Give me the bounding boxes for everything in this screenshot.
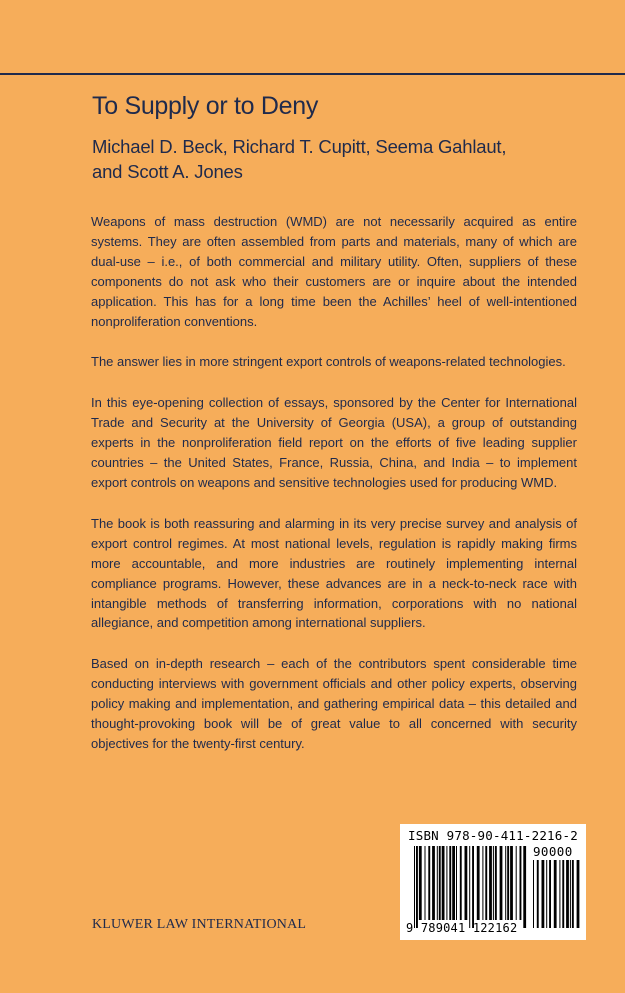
description-paragraph: The answer lies in more stringent export controls of weapons-related technologies. bbox=[91, 354, 566, 370]
isbn-label: ISBN 978-90-411-2216-2 bbox=[408, 828, 578, 843]
description-paragraph: The book is both reassuring and alarming in its very precise survey and analysis of export control regimes. At most national levels, regulation is rapidly making firms more accountable, and more industries are routinely implementing internal compliance programs. However, these advances are in a neck-to-neck race with intangible methods of transferring information, corporations with no national allegiance, and competition among international suppliers. bbox=[91, 515, 577, 631]
authors-line-2: and Scott A. Jones bbox=[92, 161, 243, 182]
description-paragraph: Weapons of mass destruction (WMD) are not necessarily acquired as entire systems. They are often assembled from parts and materials, many of which are dual-use – i.e., of both commercial and military utility. Often, suppliers of these components do not ask who their customers are or inquire about the intended application. This has for a long time been the Achilles’ heel of well-intentioned nonproliferation conventions. bbox=[91, 214, 577, 329]
barcode-addon-price: 90000 bbox=[533, 844, 573, 859]
author-list bbox=[92, 134, 562, 184]
isbn-barcode bbox=[400, 824, 586, 940]
description-paragraph: Based on in-depth research – each of the contributors spent considerable time conducting interviews with government officials and other policy experts, observing policy making and implementation, and gathering empirical data – this detailed and thought-provoking book will be of great value to all concerned with security objectives for the twenty-first century. bbox=[91, 656, 577, 751]
book-description bbox=[91, 212, 577, 775]
barcode-digits: 9 789041 122162 bbox=[406, 921, 518, 935]
authors-line-1: Michael D. Beck, Richard T. Cupitt, Seema Gahlaut, bbox=[92, 136, 507, 157]
description-paragraph: In this eye-opening collection of essays, sponsored by the Center for International Trade and Security at the University of Georgia (USA), a group of outstanding experts in the nonproliferation field report on the efforts of five leading supplier countries – the United States, France, Russia, China, and India – to implement export controls on weapons and sensitive technologies used for producing WMD. bbox=[91, 395, 577, 490]
publisher-name: KLUWER LAW INTERNATIONAL bbox=[92, 917, 307, 932]
book-title: To Supply or to Deny bbox=[92, 92, 319, 120]
top-divider bbox=[0, 73, 625, 75]
